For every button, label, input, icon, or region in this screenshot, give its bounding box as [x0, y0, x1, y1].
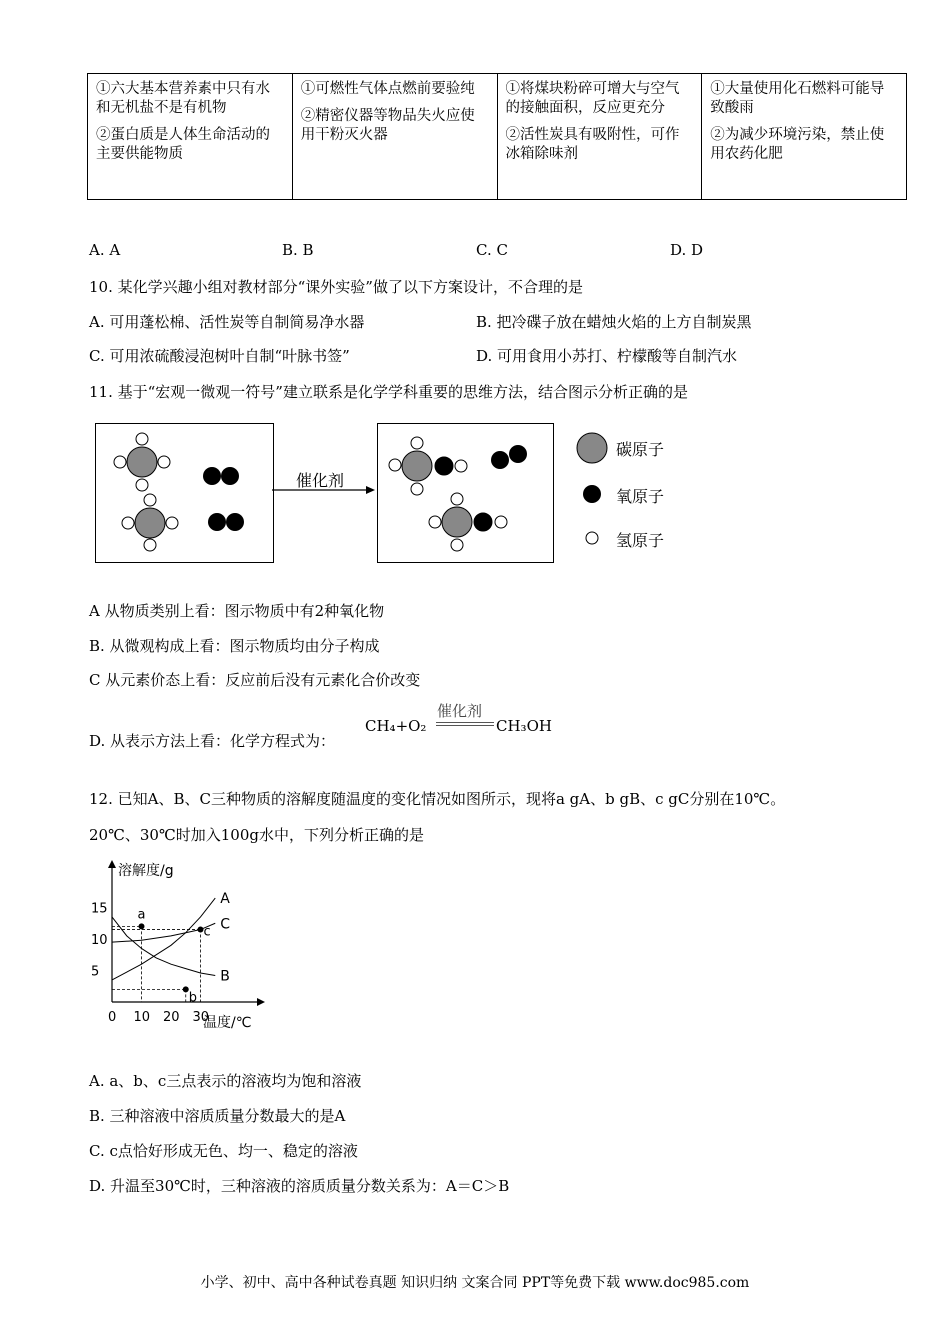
- page-footer: 小学、初中、高中各种试卷真题 知识归纳 文案合同 PPT等免费下载 www.doc985.com: [200, 1275, 750, 1291]
- q12-option-d[interactable]: D. 升温至30℃时，三种溶液的溶质质量分数关系为：A＝C＞B: [89, 1177, 510, 1195]
- series-label-B: B: [220, 968, 230, 985]
- point-label-c: c: [203, 924, 211, 940]
- molecule-diagram: [95, 423, 655, 563]
- q11-option-b[interactable]: B. 从微观构成上看：图示物质均由分子构成: [89, 637, 380, 655]
- q10-stem: 10. 某化学兴趣小组对教材部分“课外实验”做了以下方案设计，不合理的是: [89, 278, 583, 296]
- table-cell-a: [88, 74, 293, 200]
- q11-stem: 11. 基于“宏观一微观一符号”建立联系是化学学科重要的思维方法，结合图示分析正确的是: [89, 383, 688, 401]
- x-axis-label: 温度/℃: [203, 1015, 252, 1031]
- cell-d-1: ①大量使用化石燃料可能导致酸雨: [710, 81, 885, 116]
- cell-a-1: ①六大基本营养素中只有水和无机盐不是有机物: [96, 81, 270, 116]
- cell-a-2: ②蛋白质是人体生命活动的主要供能物质: [96, 127, 270, 162]
- legend-oxygen: 氧原子: [616, 487, 665, 506]
- point-label-a: a: [137, 907, 146, 923]
- hydrogen-atom-legend-icon: [586, 532, 598, 544]
- q9-option-a[interactable]: A. A: [89, 241, 121, 259]
- equation-left: CH₄+O₂: [365, 717, 427, 735]
- equation-condition: 催化剂: [437, 702, 483, 720]
- x-tick-label: 30: [192, 1010, 210, 1025]
- q12-option-b[interactable]: B. 三种溶液中溶质质量分数最大的是A: [89, 1107, 346, 1125]
- cell-d-2: ②为减少环境污染，禁止使用农药化肥: [710, 127, 885, 162]
- carbon-atom-legend-icon: [577, 433, 607, 463]
- legend-carbon: 碳原子: [616, 440, 665, 459]
- methanol-molecule: [389, 437, 467, 495]
- table-cell-c: [497, 74, 702, 200]
- q10-option-c[interactable]: C. 可用浓硫酸浸泡树叶自制“叶脉书签”: [89, 347, 350, 365]
- methane-molecule: [122, 494, 178, 551]
- q11-option-c[interactable]: C 从元素价态上看：反应前后没有元素化合价改变: [89, 671, 421, 689]
- q9-option-d[interactable]: D. D: [670, 241, 704, 259]
- cell-b-1: ①可燃性气体点燃前要验纯: [300, 81, 475, 97]
- x-tick-label: 10: [133, 1010, 151, 1025]
- oxygen-molecule: [491, 445, 527, 469]
- q10-option-d[interactable]: D. 可用食用小苏打、柠檬酸等自制汽水: [476, 347, 738, 365]
- series-curve-B: [112, 917, 215, 976]
- y-tick-label: 5: [91, 964, 100, 980]
- q12-option-a[interactable]: A. a、b、c三点表示的溶液均为饱和溶液: [89, 1072, 362, 1090]
- equation-line-1: [436, 722, 494, 723]
- catalyst-label: 催化剂: [296, 471, 345, 490]
- table-cell-b: [292, 74, 497, 200]
- q11-option-d[interactable]: D. 从表示方法上看：化学方程式为：: [89, 732, 336, 750]
- cell-c-2: ②活性炭具有吸附性，可作冰箱除味剂: [505, 127, 680, 162]
- equation-right: CH₃OH: [496, 717, 552, 735]
- q9-options-table: [87, 73, 907, 200]
- series-label-A: A: [220, 891, 230, 908]
- equation-line-2: [436, 725, 494, 726]
- q11-option-a[interactable]: A 从物质类别上看：图示物质中有2种氧化物: [89, 602, 385, 620]
- series-curve-A: [112, 898, 215, 980]
- q9-option-c[interactable]: C. C: [476, 241, 508, 259]
- methane-molecule: [114, 433, 170, 491]
- q12-option-c[interactable]: C. c点恰好形成无色、均一、稳定的溶液: [89, 1142, 358, 1160]
- y-tick-label: 10: [91, 933, 108, 948]
- x-axis-arrow: [257, 998, 265, 1006]
- x-tick-label: 0: [108, 1010, 117, 1025]
- table-cell-d: [702, 74, 907, 200]
- q12-stem-line2: 20℃、30℃时加入100g水中，下列分析正确的是: [89, 826, 424, 844]
- q10-option-a[interactable]: A. 可用蓬松棉、活性炭等自制简易净水器: [89, 313, 365, 331]
- cell-c-1: ①将煤块粉碎可增大与空气的接触面积，反应更充分: [505, 81, 680, 116]
- legend-hydrogen: 氢原子: [616, 531, 665, 550]
- x-tick-label: 20: [163, 1010, 180, 1025]
- y-axis-label: 溶解度/g: [118, 863, 174, 879]
- point-label-b: b: [188, 990, 198, 1006]
- y-axis-arrow: [108, 860, 116, 868]
- solubility-chart: [85, 857, 285, 1032]
- q10-option-b[interactable]: B. 把冷碟子放在蜡烛火焰的上方自制炭黑: [476, 313, 752, 331]
- methanol-molecule: [429, 493, 507, 551]
- point-a: [139, 923, 145, 929]
- series-label-C: C: [220, 916, 231, 933]
- oxygen-atom-legend-icon: [583, 485, 601, 503]
- y-tick-label: 15: [91, 901, 108, 917]
- cell-b-2: ②精密仪器等物品失火应使用干粉灭火器: [300, 108, 475, 143]
- q12-stem-line1: 12. 已知A、B、C三种物质的溶解度随温度的变化情况如图所示，现将a gA、b gB、c gC分别在10℃。: [89, 790, 786, 808]
- oxygen-molecule: [203, 467, 239, 485]
- q9-option-b[interactable]: B. B: [282, 241, 314, 259]
- oxygen-molecule: [208, 513, 244, 531]
